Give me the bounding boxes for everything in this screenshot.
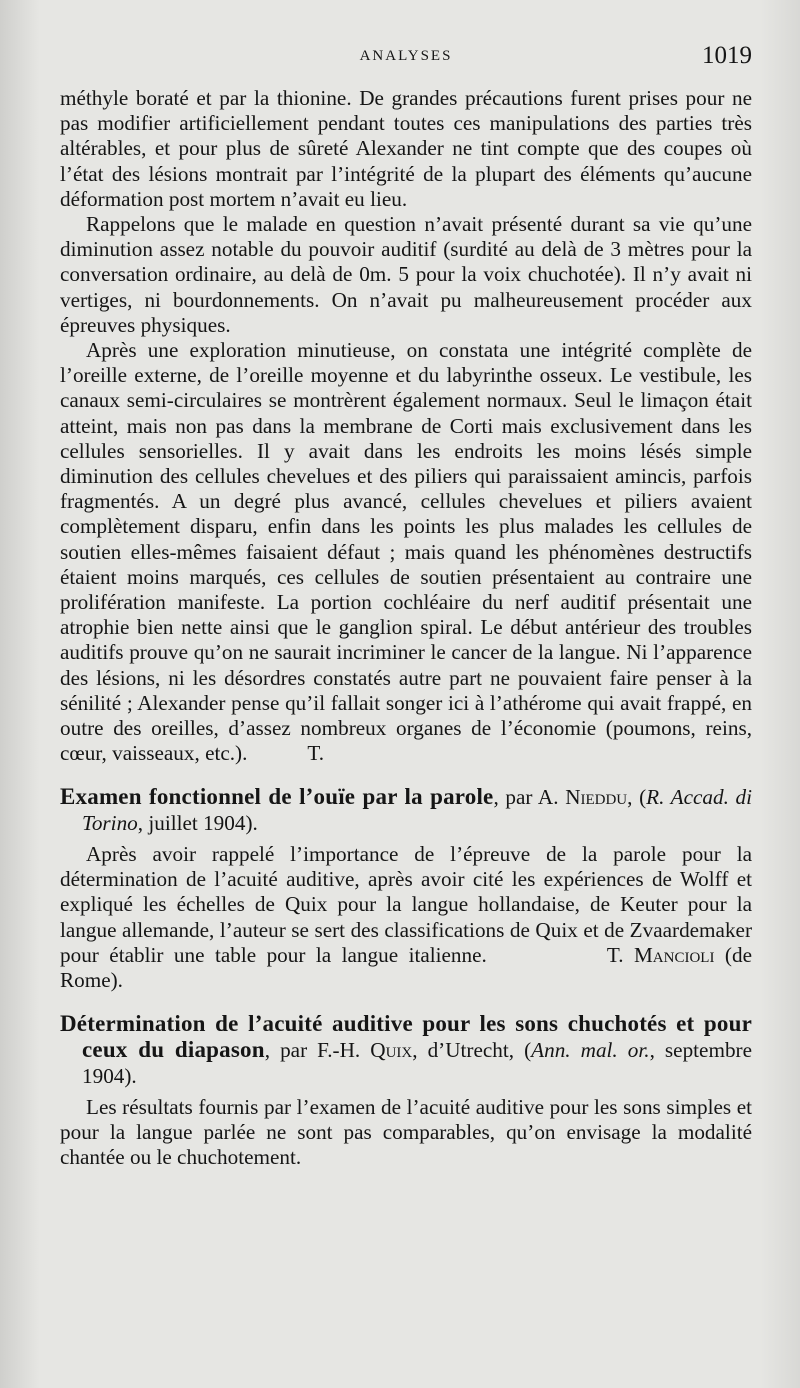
article-continuation <box>60 86 752 766</box>
paragraph <box>60 338 752 766</box>
review-signature: T. <box>307 741 325 766</box>
review-body <box>60 842 752 993</box>
review-entry <box>60 1011 752 1170</box>
review-date: , juillet 1904). <box>137 810 258 835</box>
review-source-sep: , d’Utrecht, ( <box>412 1038 532 1063</box>
review-source: Ann. mal. or. <box>531 1038 650 1063</box>
review-body-text: Après avoir rappelé l’importance de l’épreuve de la parole pour la détermination de l’acuité auditive, après avoir cité les expériences de Wolff et expliqué les échelles de Quix pour la langue hollandaise, de Keuter pour la langue allemande, l’auteur se sert des classifications de Quix et de Zvaardemaker pour établir une table pour la langue italienne. <box>60 841 752 967</box>
review-heading <box>60 1011 752 1089</box>
review-by: , par F.-H. <box>264 1038 371 1063</box>
paragraph: méthyle boraté et par la thionine. De grandes précautions furent prises pour ne pas modifier artificiellement pendant toutes ces manipulations des parties très altérables, et pour plus de sûreté Alexander ne tint compte que des coupes où l’état des lésions montrait par l’intégrité de la plupart des éléments qu’aucune déformation post mortem n’avait eu lieu. <box>60 86 752 211</box>
review-author: Nieddu <box>565 785 628 810</box>
review-by: , par A. <box>493 785 566 810</box>
signature-initial: T. <box>606 942 634 967</box>
review-body: Les résultats fournis par l’examen de l’acuité auditive pour les sons simples et pour la langue parlée ne sont pas comparables, qu’on envisage la modalité chantée ou le chuchotement. <box>60 1094 752 1170</box>
page-number: 1019 <box>702 42 752 69</box>
signature-place: (de Rome). <box>60 942 752 992</box>
paragraph-text: Après une exploration minutieuse, on constata une intégrité complète de l’oreille externe, de l’oreille moyenne et du labyrinthe osseux. Le vestibule, les canaux semi-circulaires se montrèrent également normaux. Seul le limaçon était atteint, mais non pas dans la membrane de Corti mais exclusivement dans les cellules sensorielles. Il y avait dans les endroits les moins lésés simple diminution des cellules chevelues et des piliers qui paraissaient amincis, parfois fragmentés. A un degré plus avancé, cellules chevelues et piliers avaient complètement disparu, enfin dans les points les plus malades les cellules de soutien elles-mêmes faisaient défaut ; mais quand les phénomènes destructifs étaient moins marqués, ces cellules de soutien présentaient au contraire une prolifération manifeste. La portion cochléaire du nerf auditif présentait une atrophie bien nette ainsi que le ganglion spiral. Le début antérieur des troubles auditifs prouve qu’on ne saurait incriminer le cancer de la langue. Ni l’apparence des lésions, ni les désordres constatés autre part ne pouvaient faire penser à la sénilité ; Alexander pense qu’il fallait songer ici à l’athérome qui avait frappé, en outre des oreilles, d’assez nombreux organes de l’économie (poumons, reins, cœur, vaisseaux, etc.). <box>60 338 752 766</box>
review-title: Examen fonctionnel de l’ouïe par la parole <box>60 784 494 810</box>
page-header <box>60 40 752 86</box>
review-entry <box>60 784 752 993</box>
running-head: ANALYSES <box>359 48 453 64</box>
review-heading <box>60 784 752 835</box>
paragraph: Rappelons que le malade en question n’avait présenté durant sa vie qu’une diminution assez notable du pouvoir auditif (surdité au delà de 3 mètres pour la conversation ordinaire, au delà de 0m. 5 pour la voix chuchotée). Il n’y avait ni vertiges, ni bourdonnements. On n’avait pu malheureusement procéder aux épreuves physiques. <box>60 212 752 337</box>
review-source-sep: , ( <box>627 785 647 810</box>
signature-name: Mancioli <box>633 942 715 967</box>
review-author: Quix <box>370 1038 413 1063</box>
review-title: Détermination de l’acuité auditive pour les sons chuchotés et pour ceux du diapason <box>60 1011 752 1063</box>
review-source: R. Accad. di Torino <box>82 785 753 835</box>
review-date: , septembre 1904). <box>82 1038 752 1088</box>
